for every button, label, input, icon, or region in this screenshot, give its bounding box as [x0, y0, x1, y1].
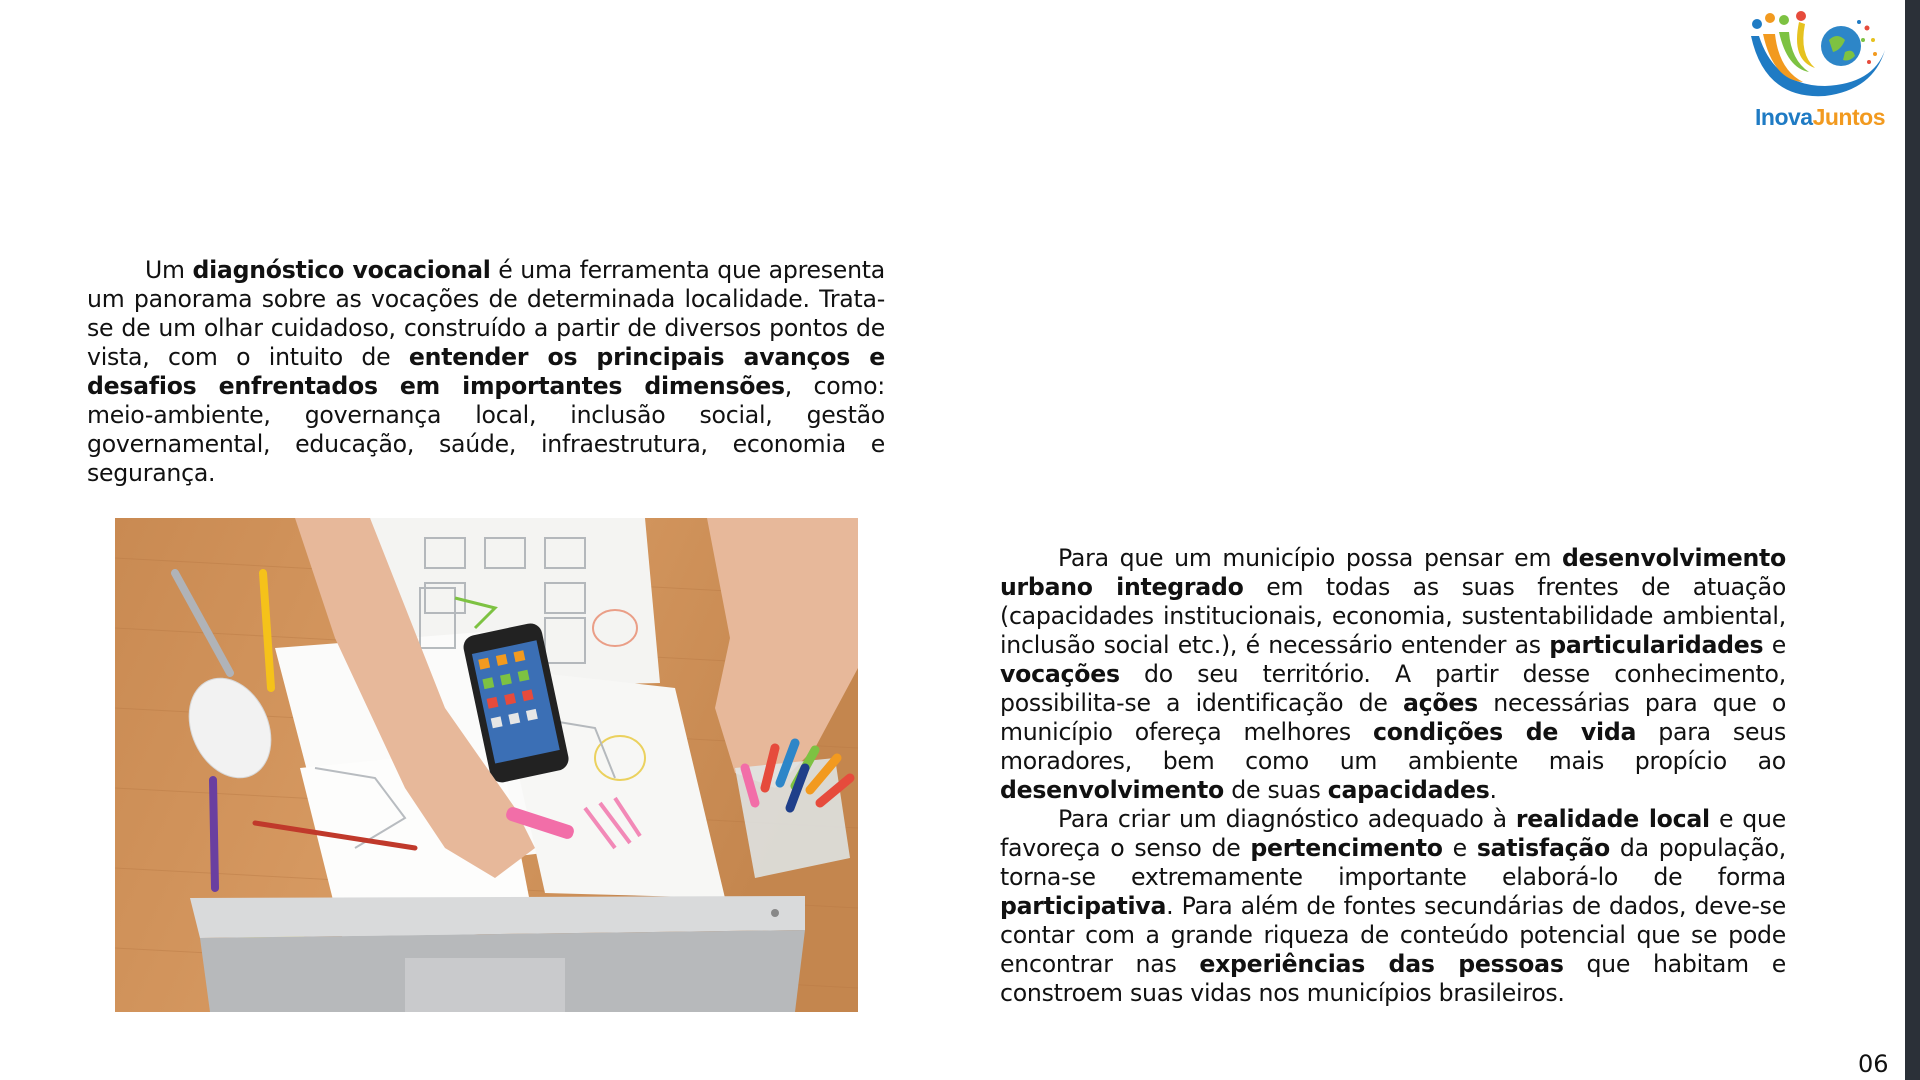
desk-workspace-photo	[115, 518, 858, 1012]
intro-paragraph: Um diagnóstico vocacional é uma ferramenta que apresenta um panorama sobre as vocações de determinada localidade. Trata-se de um olhar cuidadoso, construído a partir de diversos pontos de vista, com o intuito de entender os principais avanços e desafios enfrentados em importantes dimensões, como: meio-ambiente, governança local, inclusão social, gestão governamental, educação, saúde, infraestrutura, economia e segurança.	[87, 256, 885, 487]
page-edge-bar	[1905, 0, 1920, 1080]
page-number: 06	[1858, 1050, 1889, 1078]
participative-diagnosis-paragraph: Para criar um diagnóstico adequado à realidade local e que favoreça o senso de pertencimento e satisfação da população, torna-se extremamente importante elaborá-lo de forma participativa. Para além de fontes secundárias de dados, deve-se contar com a grande riqueza de conteúdo potencial que se pode encontrar nas experiências das pessoas que habitam e constroem suas vidas nos municípios brasileiros.	[1000, 805, 1786, 1007]
urban-development-paragraph: Para que um município possa pensar em desenvolvimento urbano integrado em todas as suas frentes de atuação (capacidades institucionais, economia, sustentabilidade ambiental, inclusão social etc.), é necessário entender as particularidades e vocações do seu território. A partir desse conhecimento, possibilita-se a identificação de ações necessárias para que o município ofereça melhores condições de vida para seus moradores, bem como um ambiente mais propício ao desenvolvimento de suas capacidades.	[1000, 544, 1787, 804]
logo-emblem-icon	[1745, 10, 1895, 106]
inovajuntos-logo	[1745, 10, 1895, 138]
logo-wordmark: InovaJuntos	[1755, 104, 1885, 130]
